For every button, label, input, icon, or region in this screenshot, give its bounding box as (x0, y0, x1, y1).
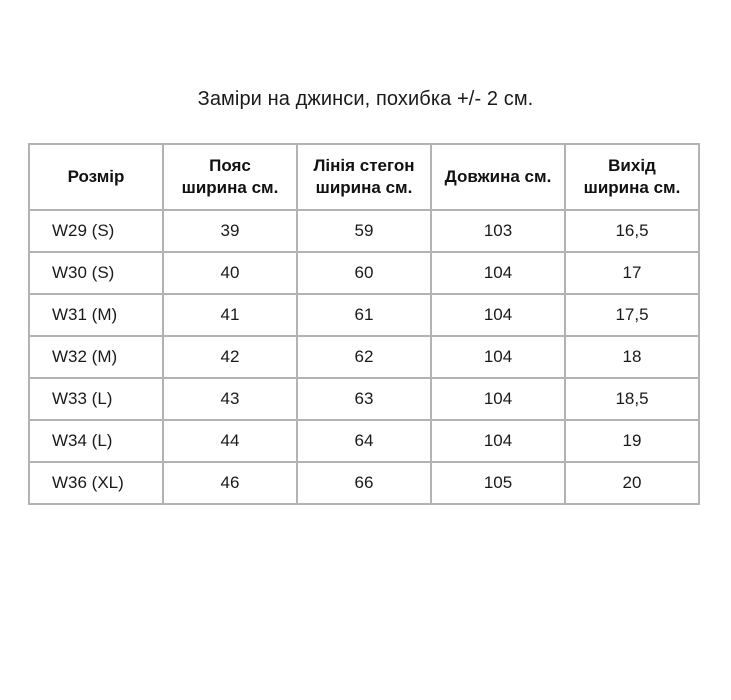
cell-length: 105 (431, 462, 565, 504)
cell-hips: 61 (297, 294, 431, 336)
header-label: Пояс (209, 156, 251, 175)
cell-waist: 46 (163, 462, 297, 504)
cell-size: W34 (L) (29, 420, 163, 462)
cell-waist: 42 (163, 336, 297, 378)
cell-size: W30 (S) (29, 252, 163, 294)
table-row (29, 210, 699, 252)
cell-waist: 44 (163, 420, 297, 462)
header-label: Довжина см. (444, 167, 552, 186)
cell-hips: 60 (297, 252, 431, 294)
page-title: Заміри на джинси, похибка +/- 2 см. (197, 88, 534, 110)
table-row (29, 336, 699, 378)
header-rise (565, 144, 699, 210)
cell-length: 104 (431, 378, 565, 420)
cell-length: 104 (431, 336, 565, 378)
header-waist (163, 144, 297, 210)
cell-size: W29 (S) (29, 210, 163, 252)
cell-size: W33 (L) (29, 378, 163, 420)
header-hips (297, 144, 431, 210)
cell-size: W36 (XL) (29, 462, 163, 504)
cell-rise: 17,5 (565, 294, 699, 336)
cell-rise: 18 (565, 336, 699, 378)
header-size (29, 144, 163, 210)
header-sublabel: ширина см. (181, 178, 279, 197)
header-label: Вихід (608, 156, 656, 175)
table-row (29, 252, 699, 294)
header-label: Лінія стегон (313, 156, 415, 175)
cell-hips: 66 (297, 462, 431, 504)
cell-waist: 39 (163, 210, 297, 252)
header-sublabel: ширина см. (315, 178, 413, 197)
cell-length: 103 (431, 210, 565, 252)
cell-hips: 64 (297, 420, 431, 462)
cell-rise: 19 (565, 420, 699, 462)
cell-waist: 43 (163, 378, 297, 420)
cell-length: 104 (431, 420, 565, 462)
cell-size: W32 (M) (29, 336, 163, 378)
header-label: Розмір (67, 167, 125, 186)
cell-rise: 16,5 (565, 210, 699, 252)
cell-length: 104 (431, 294, 565, 336)
cell-hips: 62 (297, 336, 431, 378)
cell-waist: 41 (163, 294, 297, 336)
cell-size: W31 (M) (29, 294, 163, 336)
cell-rise: 18,5 (565, 378, 699, 420)
header-length (431, 144, 565, 210)
size-chart-table (28, 143, 700, 505)
cell-rise: 17 (565, 252, 699, 294)
table-header-row (29, 144, 699, 210)
cell-rise: 20 (565, 462, 699, 504)
cell-hips: 63 (297, 378, 431, 420)
header-sublabel: ширина см. (583, 178, 681, 197)
table-row (29, 420, 699, 462)
cell-waist: 40 (163, 252, 297, 294)
cell-length: 104 (431, 252, 565, 294)
table-row (29, 462, 699, 504)
table-row (29, 294, 699, 336)
table-row (29, 378, 699, 420)
cell-hips: 59 (297, 210, 431, 252)
